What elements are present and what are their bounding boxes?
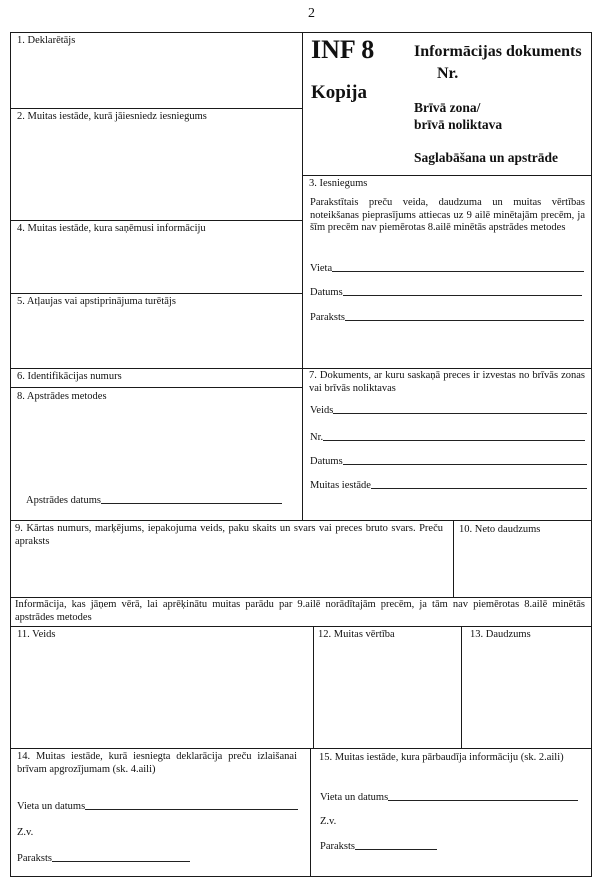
document-number-label: Nr. — [310, 432, 324, 443]
box-3-request — [302, 175, 592, 369]
form-header — [302, 32, 592, 176]
box-14-place-date-field — [17, 800, 298, 813]
box-15-signature-field — [320, 840, 437, 853]
box-14-stamp-field — [17, 826, 77, 839]
box-4-label: 4. Muitas iestāde, kura saņēmusi informāciju — [17, 223, 206, 234]
signature-line[interactable] — [345, 319, 584, 321]
date-field — [310, 286, 582, 299]
zone-label-line2: brīvā noliktava — [414, 117, 503, 132]
document-number-line[interactable] — [323, 439, 585, 441]
box-14-place-date-label: Vieta un datums — [17, 801, 86, 812]
form-code: INF 8 — [311, 35, 375, 64]
box-15-place-date-line[interactable] — [388, 799, 578, 801]
box-9-label-line: 9. Kārtas numurs, marķējums, iepakojuma veids, paku skaits un svars vai preces bruto svars. Preču — [15, 523, 443, 534]
box-9-label-line: apraksts — [15, 535, 50, 547]
box-3-label: 3. Iesniegums — [309, 178, 368, 189]
box-14-release-office — [10, 748, 311, 877]
request-text-line: Parakstītais preču veida, daudzuma un muitas vērtības — [310, 197, 585, 208]
box-15-place-date-field — [320, 791, 578, 804]
request-text-line: šīm precēm nav piemērotas 8.ailē minētās apstrādes metodes — [310, 222, 566, 233]
box-5-label: 5. Atļaujas vai apstiprinājuma turētājs — [17, 296, 176, 307]
date-line[interactable] — [343, 294, 582, 296]
box-7-export-document — [302, 368, 592, 521]
document-date-label: Datums — [310, 456, 343, 467]
box-6-identification-number — [10, 368, 303, 388]
copy-label: Kopija — [311, 82, 367, 103]
calculation-info-row — [10, 597, 592, 627]
request-text-line: noteikšanas pieprasījums attiecas uz 9 ailē minētajām precēm, ja — [310, 209, 585, 221]
box-1-label: 1. Deklarētājs — [17, 35, 76, 46]
box-11-label: 11. Veids — [17, 629, 56, 640]
box-10-label: 10. Neto daudzums — [459, 524, 541, 535]
place-field — [310, 262, 584, 275]
processing-date-field — [26, 494, 282, 507]
document-type-field — [310, 404, 587, 417]
box-14-signature-line[interactable] — [52, 860, 190, 862]
box-15-signature-label: Paraksts — [320, 841, 355, 852]
calculation-info-text — [15, 599, 585, 624]
processing-date-label: Apstrādes datums — [26, 495, 101, 506]
document-type-label: Veids — [310, 405, 334, 416]
box-13-label: 13. Daudzums — [470, 629, 531, 640]
box-11-type — [10, 626, 314, 749]
calculation-info-line: Informācija, kas jāņem vērā, lai aprēķinātu muitas parādu par 9.ailē norādītajām precēm, ja tām nav piemērotas 8.ailē minētās — [15, 599, 585, 610]
customs-office-label: Muitas iestāde — [310, 480, 371, 491]
box-9-goods-description — [10, 520, 454, 598]
box-7-label-line: vai brīvās noliktavas — [309, 382, 396, 394]
request-text — [310, 197, 585, 235]
customs-office-line[interactable] — [371, 487, 587, 489]
box-2-label: 2. Muitas iestāde, kurā jāiesniedz iesniegums — [17, 111, 207, 122]
zone-label-line1: Brīvā zona/ — [414, 100, 481, 115]
signature-label: Paraksts — [310, 312, 345, 323]
box-14-place-date-line[interactable] — [85, 808, 298, 810]
box-2-submission-office — [10, 108, 303, 221]
box-14-signature-label: Paraksts — [17, 853, 52, 864]
box-14-label-line: 14. Muitas iestāde, kurā iesniegta deklarācija preču izlaišanai — [17, 751, 297, 762]
document-date-field — [310, 455, 587, 468]
customs-office-field — [310, 479, 587, 492]
calculation-info-line: apstrādes metodes — [15, 611, 92, 623]
box-13-quantity — [461, 626, 592, 749]
place-label: Vieta — [310, 263, 333, 274]
box-6-label: 6. Identifikācijas numurs — [17, 371, 122, 382]
procedure-label: Saglabāšana un apstrāde — [414, 150, 559, 165]
box-14-label — [17, 751, 297, 776]
document-type-line[interactable] — [333, 412, 587, 414]
box-5-authorisation-holder — [10, 293, 303, 369]
box-15-verifying-office — [310, 748, 592, 877]
box-12-customs-value — [313, 626, 462, 749]
document-date-line[interactable] — [343, 463, 587, 465]
box-15-place-date-label: Vieta un datums — [320, 792, 389, 803]
signature-field — [310, 311, 584, 324]
box-14-stamp-label: Z.v. — [17, 827, 34, 838]
box-8-label: 8. Apstrādes metodes — [17, 391, 107, 402]
box-15-stamp-field — [320, 815, 380, 828]
document-number-field — [310, 431, 585, 444]
page-number: 2 — [308, 6, 315, 21]
date-label: Datums — [310, 287, 343, 298]
box-14-signature-field — [17, 852, 190, 865]
box-1-declarant — [10, 32, 303, 109]
box-9-label — [15, 523, 443, 548]
place-line[interactable] — [332, 270, 584, 272]
box-12-label: 12. Muitas vērtība — [318, 629, 395, 640]
box-7-label-line: 7. Dokuments, ar kuru saskaņā preces ir izvestas no brīvās zonas — [309, 370, 585, 381]
box-15-stamp-label: Z.v. — [320, 816, 337, 827]
box-15-signature-line[interactable] — [355, 848, 437, 850]
box-14-label-line: brīvam apgrozījumam (sk. 4.aili) — [17, 763, 156, 775]
box-4-receiving-office — [10, 220, 303, 294]
box-7-label — [309, 370, 585, 395]
box-8-processing-methods — [10, 387, 303, 521]
processing-date-line[interactable] — [101, 502, 282, 504]
box-10-net-quantity — [453, 520, 592, 598]
box-15-label: 15. Muitas iestāde, kura pārbaudīja informāciju (sk. 2.aili) — [319, 752, 564, 763]
document-title: Informācijas dokuments — [414, 43, 582, 60]
number-label: Nr. — [437, 65, 459, 82]
